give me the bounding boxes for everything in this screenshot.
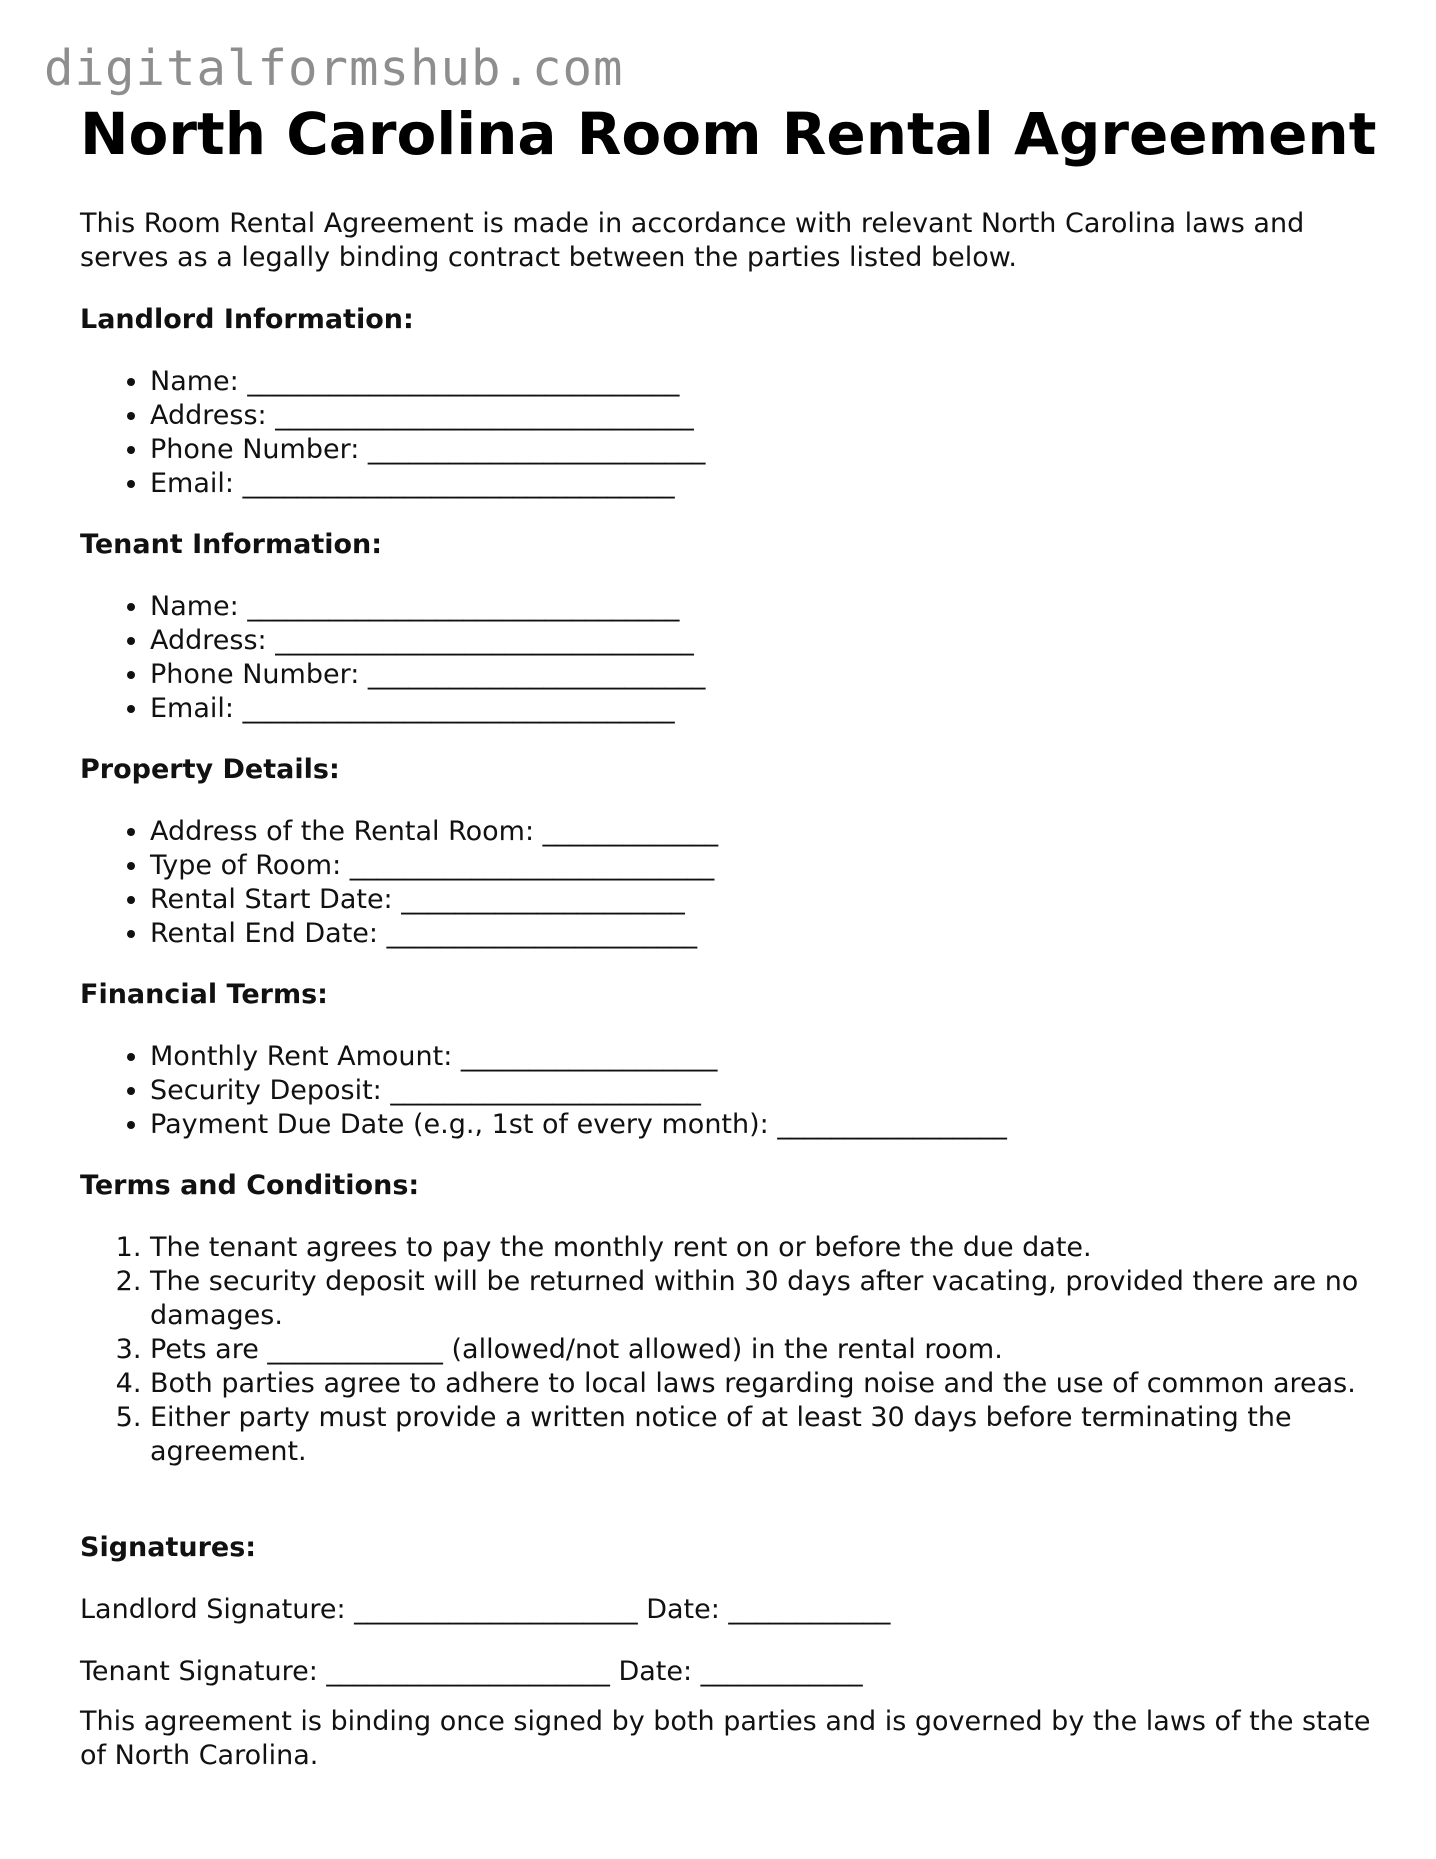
landlord-list (80, 365, 1400, 501)
term-item: 5. Either party must provide a written notice of at least 30 days before terminating the agreement. (150, 1401, 1400, 1469)
term-item: 1. The tenant agrees to pay the monthly rent on or before the due date. (150, 1231, 1400, 1265)
terms-list (80, 1231, 1400, 1469)
intro-paragraph: This Room Rental Agreement is made in accordance with relevant North Carolina laws and serves as a legally binding contract between the parties listed below. (80, 208, 1305, 273)
closing-paragraph: This agreement is binding once signed by both parties and is governed by the laws of the state of North Carolina. (80, 1706, 1371, 1771)
tenant-list (80, 590, 1400, 726)
landlord-phone-field[interactable]: • Phone Number: _________________________ (150, 433, 1400, 467)
tenant-email-field[interactable]: • Email: ________________________________ (150, 692, 1400, 726)
financial-list (80, 1040, 1400, 1142)
tenant-heading: Tenant Information: (80, 529, 383, 560)
landlord-address-field[interactable]: • Address: _______________________________ (150, 399, 1400, 433)
room-type-field[interactable]: • Type of Room: ___________________________ (150, 849, 1400, 883)
tenant-phone-field[interactable]: • Phone Number: _________________________ (150, 658, 1400, 692)
landlord-email-field[interactable]: • Email: ________________________________ (150, 467, 1400, 501)
payment-due-date-field[interactable]: • Payment Due Date (e.g., 1st of every month): _________________ (150, 1108, 1400, 1142)
property-list (80, 815, 1400, 951)
tenant-signature-line[interactable]: Tenant Signature: _____________________ Date: ____________ (80, 1656, 863, 1687)
monthly-rent-field[interactable]: • Monthly Rent Amount: ___________________ (150, 1040, 1400, 1074)
property-address-field[interactable]: • Address of the Rental Room: _____________ (150, 815, 1400, 849)
landlord-signature-line[interactable]: Landlord Signature: _____________________ Date: ____________ (80, 1594, 891, 1625)
tenant-name-field[interactable]: • Name: ________________________________ (150, 590, 1400, 624)
term-item: 2. The security deposit will be returned within 30 days after vacating, provided there are no damages. (150, 1265, 1400, 1333)
watermark: digitalformshub.com (44, 40, 624, 97)
landlord-name-field[interactable]: • Name: ________________________________ (150, 365, 1400, 399)
tenant-address-field[interactable]: • Address: _______________________________ (150, 624, 1400, 658)
security-deposit-field[interactable]: • Security Deposit: _______________________ (150, 1074, 1400, 1108)
rental-start-date-field[interactable]: • Rental Start Date: _____________________ (150, 883, 1400, 917)
rental-end-date-field[interactable]: • Rental End Date: _______________________ (150, 917, 1400, 951)
terms-heading: Terms and Conditions: (80, 1170, 420, 1201)
term-item-pets-field[interactable]: 3. Pets are _____________ (allowed/not allowed) in the rental room. (150, 1333, 1400, 1367)
term-item: 4. Both parties agree to adhere to local laws regarding noise and the use of common areas. (150, 1367, 1400, 1401)
document-title: North Carolina Room Rental Agreement (80, 100, 1377, 168)
property-heading: Property Details: (80, 754, 340, 785)
landlord-heading: Landlord Information: (80, 304, 414, 335)
financial-heading: Financial Terms: (80, 979, 328, 1010)
signatures-heading: Signatures: (80, 1532, 257, 1563)
